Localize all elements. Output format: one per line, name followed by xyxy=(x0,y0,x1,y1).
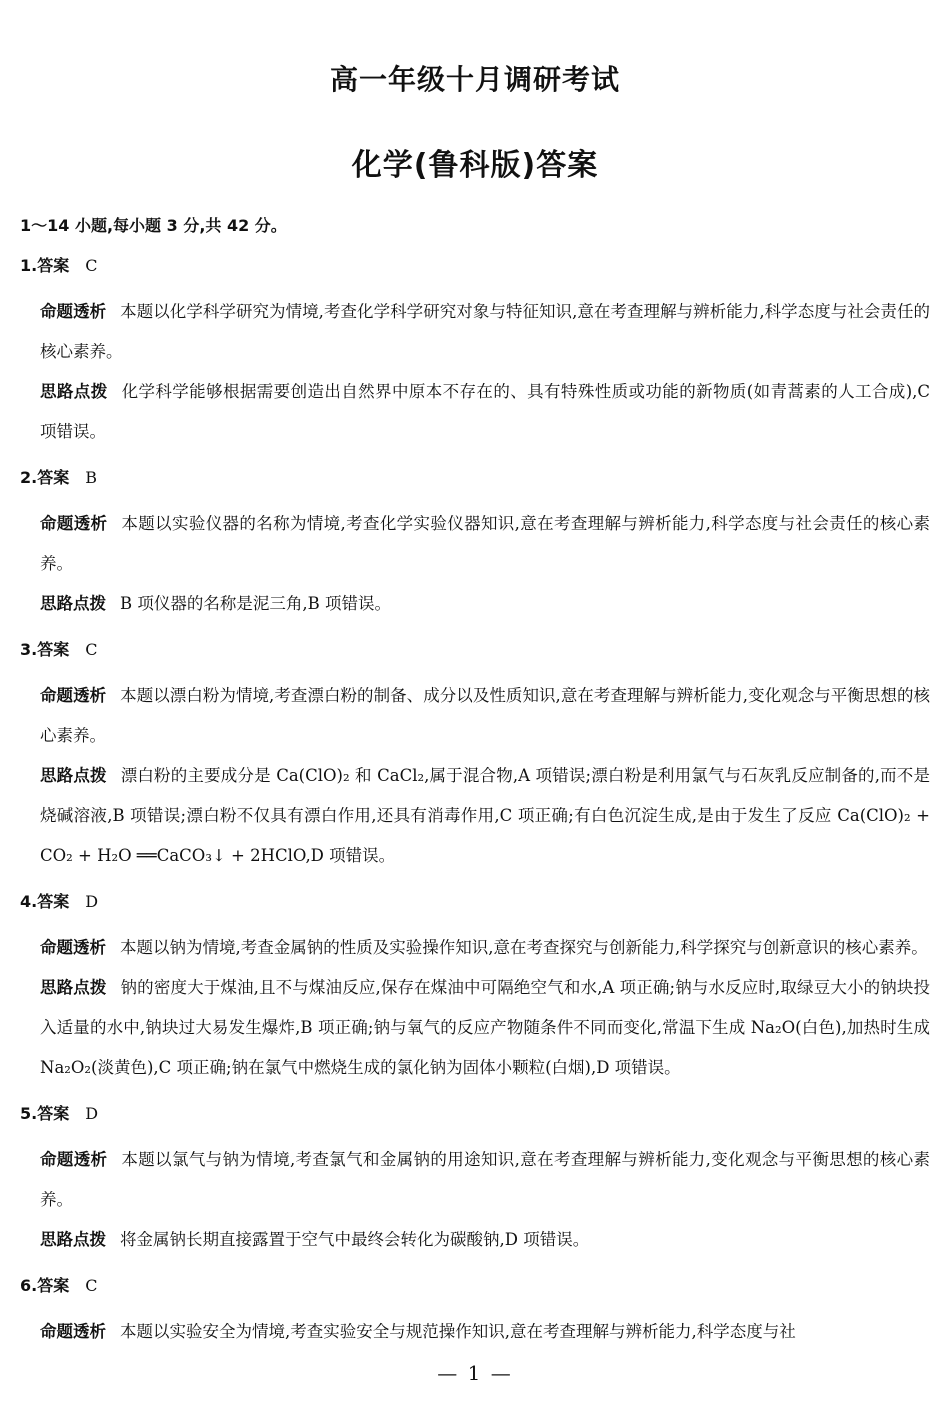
analysis-paragraph: 命题透析 本题以实验安全为情境,考查实验安全与规范操作知识,意在考查理解与辨析能力,科学态度与社 xyxy=(40,1322,796,1341)
answer-letter: B xyxy=(85,468,97,487)
hint-paragraph: 思路点拨 化学科学能够根据需要创造出自然界中原本不存在的、具有特殊性质或功能的新物质(如青蒿素的人工合成),C 项错误。 xyxy=(40,382,930,441)
question-block xyxy=(20,1100,930,1260)
answer-letter: D xyxy=(85,892,99,911)
page-number: — 1 — xyxy=(437,1361,513,1385)
question-block xyxy=(20,888,930,1088)
hint-paragraph: 思路点拨 钠的密度大于煤油,且不与煤油反应,保存在煤油中可隔绝空气和水,A 项正确;钠与水反应时,取绿豆大小的钠块投入适量的水中,钠块过大易发生爆炸,B 项正确;钠与氧气的反应产物随条件不同而变化,常温下生成 Na₂O(白色),加热时生成 Na₂O₂(淡黄色),C 项正确;钠在氯气中燃烧生成的氯化钠为固体小颗粒(白烟),D 项错误。 xyxy=(40,978,931,1077)
analysis-paragraph: 命题透析 本题以化学科学研究为情境,考查化学科学研究对象与特征知识,意在考查理解与辨析能力,科学态度与社会责任的核心素养。 xyxy=(40,302,930,361)
answer-key-title: 化学(鲁科版)答案 xyxy=(351,148,599,183)
answer-letter: C xyxy=(85,1276,98,1295)
scoring-note: 1～14 小题,每小题 3 分,共 42 分。 xyxy=(20,216,287,235)
question-block xyxy=(20,636,930,876)
question-block xyxy=(20,464,930,624)
analysis-paragraph: 命题透析 本题以氯气与钠为情境,考查氯气和金属钠的用途知识,意在考查理解与辨析能力,变化观念与平衡思想的核心素养。 xyxy=(40,1150,930,1209)
answer-line: 4.答案 D xyxy=(20,892,99,911)
hint-paragraph: 思路点拨 B 项仪器的名称是泥三角,B 项错误。 xyxy=(40,594,391,613)
answer-letter: C xyxy=(85,256,98,275)
question-block xyxy=(20,252,930,452)
answer-line: 1.答案 C xyxy=(20,256,98,275)
answer-line: 2.答案 B xyxy=(20,468,97,487)
answer-line: 5.答案 D xyxy=(20,1104,99,1123)
answer-line: 6.答案 C xyxy=(20,1276,98,1295)
analysis-paragraph: 命题透析 本题以实验仪器的名称为情境,考查化学实验仪器知识,意在考查理解与辨析能力,科学态度与社会责任的核心素养。 xyxy=(40,514,930,573)
hint-paragraph: 思路点拨 漂白粉的主要成分是 Ca(ClO)₂ 和 CaCl₂,属于混合物,A 项错误;漂白粉是利用氯气与石灰乳反应制备的,而不是烧碱溶液,B 项错误;漂白粉不仅具有漂白作用,还具有消毒作用,C 项正确;有白色沉淀生成,是由于发生了反应 Ca(ClO)₂ + CO₂ + H₂O ══CaCO₃↓ + 2HClO,D 项错误。 xyxy=(40,766,930,865)
question-block xyxy=(20,1272,930,1352)
hint-paragraph: 思路点拨 将金属钠长期直接露置于空气中最终会转化为碳酸钠,D 项错误。 xyxy=(40,1230,590,1249)
exam-title: 高一年级十月调研考试 xyxy=(329,63,620,96)
answer-letter: D xyxy=(85,1104,99,1123)
answer-line: 3.答案 C xyxy=(20,640,98,659)
analysis-paragraph: 命题透析 本题以钠为情境,考查金属钠的性质及实验操作知识,意在考查探究与创新能力,科学探究与创新意识的核心素养。 xyxy=(40,938,928,957)
analysis-paragraph: 命题透析 本题以漂白粉为情境,考查漂白粉的制备、成分以及性质知识,意在考查理解与辨析能力,变化观念与平衡思想的核心素养。 xyxy=(40,686,930,745)
answer-letter: C xyxy=(85,640,98,659)
answer-content xyxy=(20,212,930,1352)
